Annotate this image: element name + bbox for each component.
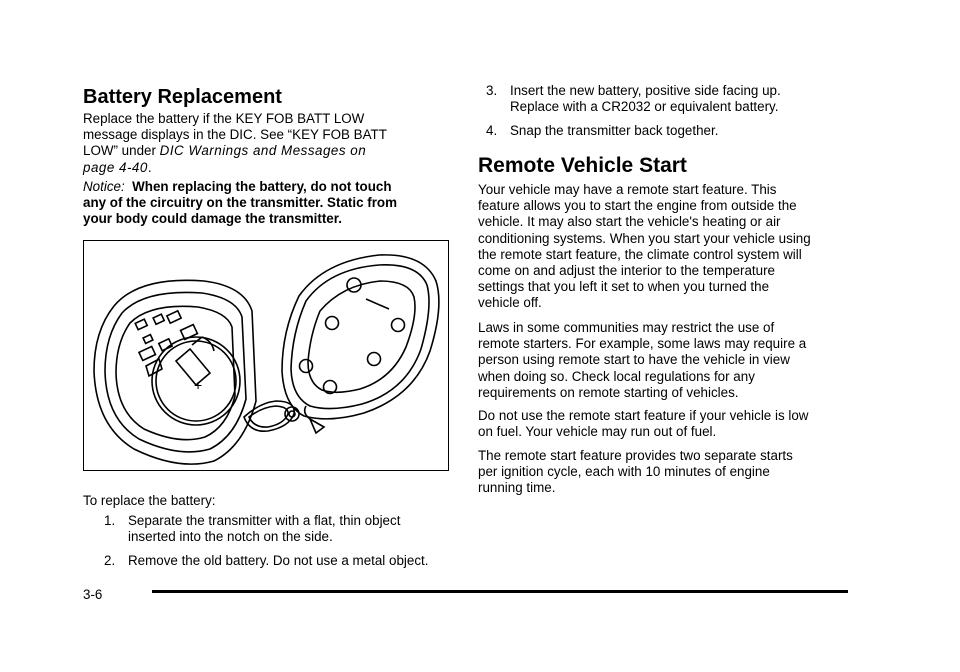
intro-line: LOW” under: [83, 143, 160, 159]
step-number: 4.: [486, 123, 498, 138]
notice-line: your body could damage the transmitter.: [83, 211, 342, 227]
battery-positive-symbol: +: [194, 377, 203, 393]
key-fob-drawing: [84, 241, 447, 469]
paragraph-line: vehicle. It may also start the vehicle's heating or air: [478, 214, 781, 230]
notice-line: When replacing the battery, do not touch: [132, 179, 392, 194]
paragraph-line: settings that you left it set to when you turned the: [478, 279, 770, 295]
paragraph-line: Your vehicle may have a remote start feature. This: [478, 182, 777, 197]
paragraph-line: requirements on remote starting of vehicles.: [478, 384, 739, 400]
step-line: Replace with a CR2032 or equivalent battery.: [510, 99, 779, 115]
paragraph-line: person using remote start to have the vehicle in view: [478, 352, 790, 368]
paragraph-line: feature allows you to start the engine from outside the: [478, 198, 797, 214]
footer-rule: [152, 590, 848, 593]
paragraph-line: the remote start feature, the climate control system will: [478, 246, 802, 262]
step-text: [128, 513, 400, 545]
intro-paragraph: [83, 111, 387, 176]
step-number: 1.: [104, 513, 116, 528]
intro-line: Replace the battery if the KEY FOB BATT LOW: [83, 111, 365, 126]
to-replace-intro: To replace the battery:: [83, 493, 216, 508]
step-line: Snap the transmitter back together.: [510, 123, 719, 138]
paragraph-line: on fuel. Your vehicle may run out of fuel.: [478, 424, 717, 440]
paragraph-line: The remote start feature provides two separate starts: [478, 448, 793, 463]
section-heading-remote-vehicle-start: Remote Vehicle Start: [478, 154, 687, 177]
key-fob-illustration: [83, 240, 449, 471]
section-heading-battery-replacement: Battery Replacement: [83, 86, 282, 108]
step-number: 3.: [486, 83, 498, 98]
body-paragraph: [478, 448, 793, 497]
body-paragraph: [478, 320, 806, 401]
step-text: [510, 83, 781, 115]
step-number: 2.: [104, 553, 116, 568]
paragraph-line: running time.: [478, 480, 556, 496]
notice-line: any of the circuitry on the transmitter. Static from: [83, 195, 397, 211]
page-number: 3-6: [83, 587, 103, 602]
cross-reference-link[interactable]: DIC Warnings and Messages on: [159, 143, 367, 159]
paragraph-line: when doing so. Check local regulations for any: [478, 368, 755, 384]
paragraph-line: per ignition cycle, each with 10 minutes of engine: [478, 464, 770, 480]
body-paragraph: [478, 408, 808, 440]
key-ring-drawing: [244, 401, 299, 431]
step-line: Remove the old battery. Do not use a metal object.: [128, 553, 429, 568]
step-line: Insert the new battery, positive side facing up.: [510, 83, 781, 98]
transmitter-back-shell: [94, 280, 256, 464]
notice-paragraph: [83, 179, 397, 228]
paragraph-line: vehicle off.: [478, 295, 542, 311]
step-text: [510, 123, 718, 139]
paragraph-line: come on and adjust the interior to the temperature: [478, 263, 776, 279]
cross-reference-link[interactable]: page 4-40: [83, 159, 148, 175]
paragraph-line: remote starters. For example, some laws may require a: [478, 336, 807, 352]
step-line: Separate the transmitter with a flat, thin object: [128, 513, 401, 528]
intro-line: message displays in the DIC. See “KEY FOB BATT: [83, 127, 387, 143]
intro-end: .: [147, 159, 152, 175]
paragraph-line: conditioning systems. When you start your vehicle using: [478, 230, 811, 246]
paragraph-line: Laws in some communities may restrict the use of: [478, 320, 775, 335]
step-line: inserted into the notch on the side.: [128, 529, 333, 545]
body-paragraph: [478, 182, 811, 312]
paragraph-line: Do not use the remote start feature if your vehicle is low: [478, 408, 809, 423]
transmitter-front-shell: [282, 255, 439, 433]
notice-label: Notice:: [83, 179, 125, 194]
step-text: [128, 553, 428, 569]
